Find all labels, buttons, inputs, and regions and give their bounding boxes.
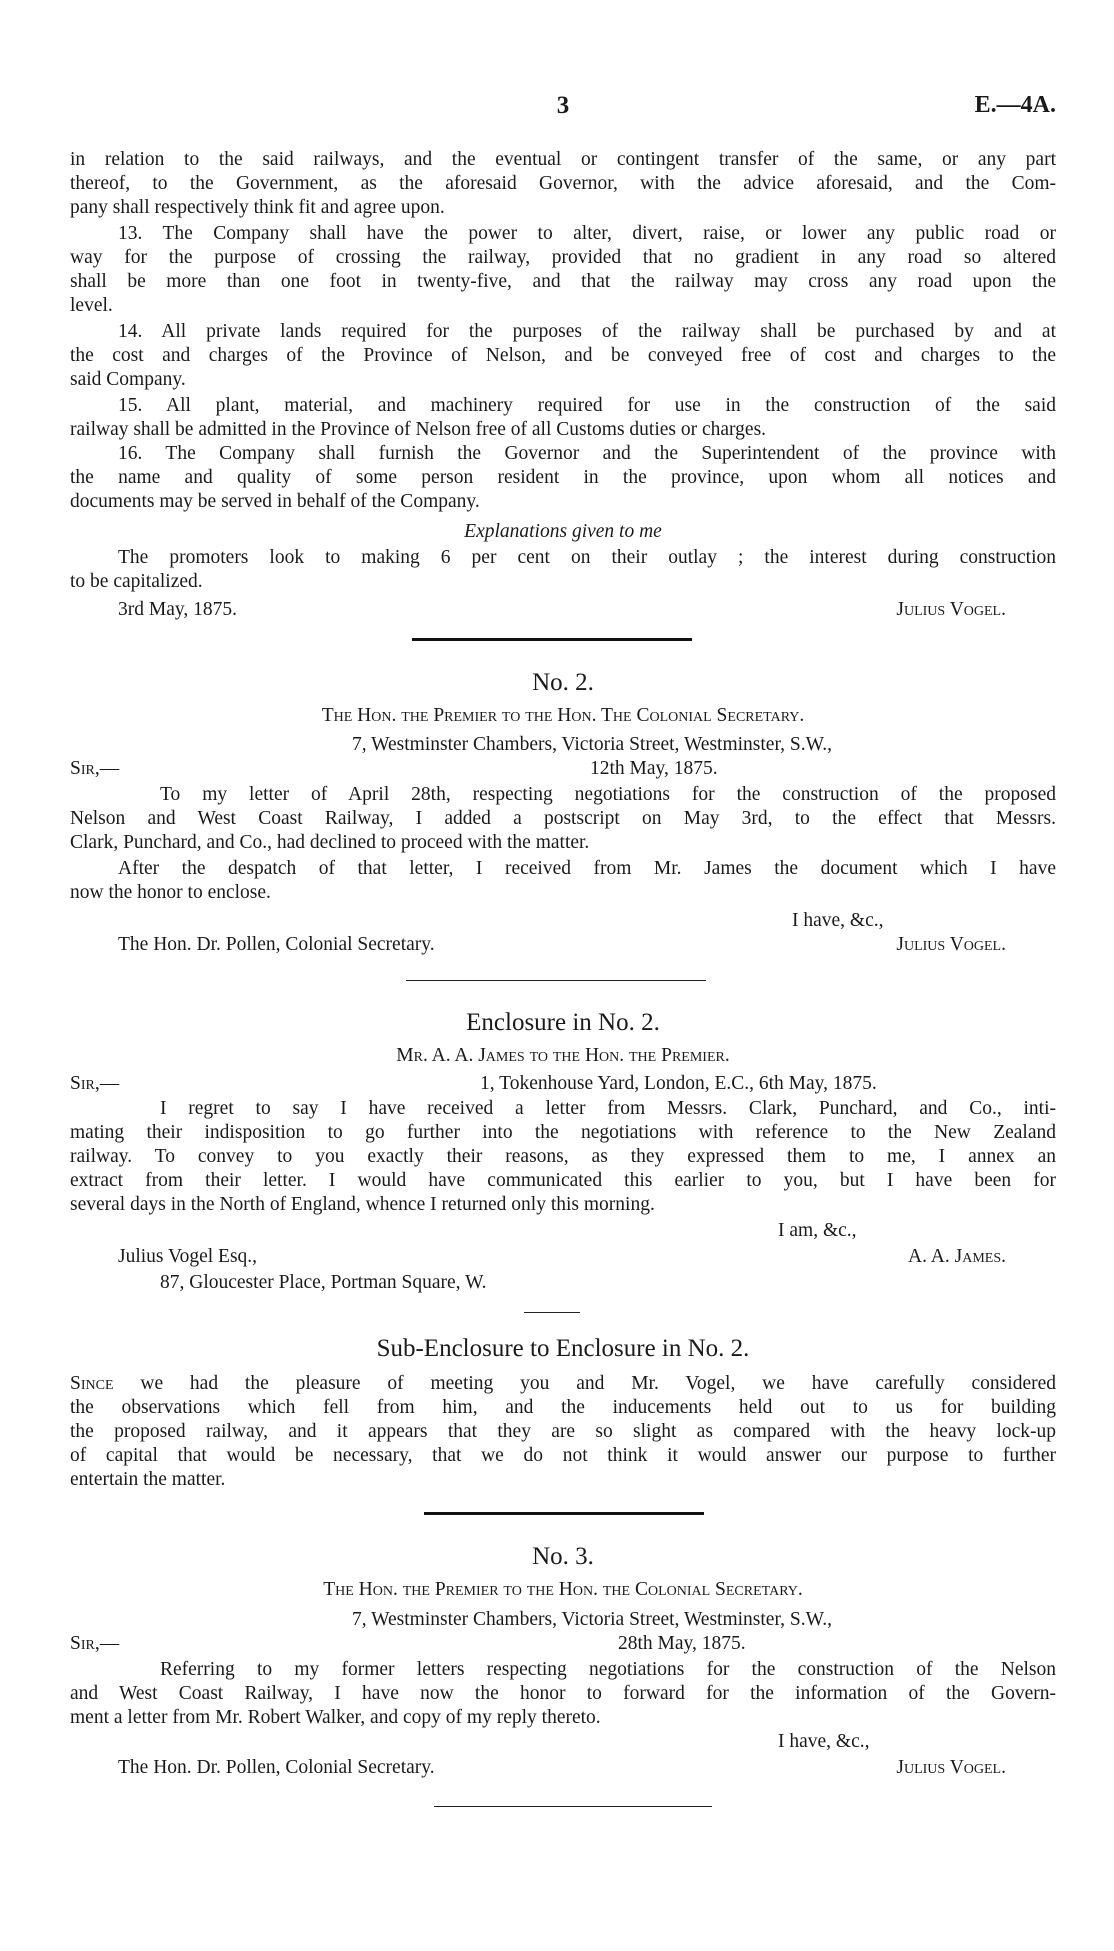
explanation-line: to be capitalized. bbox=[70, 571, 203, 592]
body-line: several days in the North of England, whence I returned only this morning. bbox=[70, 1194, 655, 1215]
body-line: Clark, Punchard, and Co., had declined to proceed with the matter. bbox=[70, 832, 590, 853]
section-divider bbox=[524, 1312, 580, 1313]
body-line: railway. To convey to you exactly their reasons, as they expressed them to me, I annex an bbox=[70, 1146, 1056, 1167]
letter-date: 28th May, 1875. bbox=[618, 1633, 746, 1654]
letter-heading: Mr. A. A. James to the Hon. the Premier. bbox=[396, 1045, 730, 1066]
body-line: level. bbox=[70, 295, 113, 316]
body-line: and West Coast Railway, I have now the honor to forward for the information of the Govern- bbox=[70, 1683, 1056, 1704]
salutation: Sir,— bbox=[70, 1073, 120, 1094]
section-divider bbox=[424, 1512, 704, 1515]
section-divider bbox=[412, 638, 692, 641]
body-line: the name and quality of some person resident in the province, upon whom all notices and bbox=[70, 467, 1056, 488]
body-line: the cost and charges of the Province of Nelson, and be conveyed free of cost and charges to the bbox=[70, 345, 1056, 366]
body-line: mating their indisposition to go further into the negotiations with reference to the New Zealand bbox=[70, 1122, 1056, 1143]
body-line: way for the purpose of crossing the railway, provided that no gradient in any road so altered bbox=[70, 247, 1056, 268]
body-line: entertain the matter. bbox=[70, 1469, 226, 1490]
signature: Julius Vogel. bbox=[896, 934, 1006, 955]
sender-address: 7, Westminster Chambers, Victoria Street, Westminster, S.W., bbox=[352, 734, 833, 755]
addressee-address: 87, Gloucester Place, Portman Square, W. bbox=[160, 1272, 487, 1293]
clause-15: 15. All plant, material, and machinery required for use in the construction of the said bbox=[118, 395, 1056, 416]
body-line: Referring to my former letters respecting negotiations for the construction of the Nelson bbox=[160, 1659, 1056, 1680]
signature: A. A. James. bbox=[908, 1246, 1006, 1267]
clause-13: 13. The Company shall have the power to alter, divert, raise, or lower any public road or bbox=[118, 223, 1056, 244]
document-page bbox=[70, 0, 1056, 1951]
lead-word: Since bbox=[70, 1373, 114, 1394]
body-line: railway shall be admitted in the Province of Nelson free of all Customs duties or charges. bbox=[70, 419, 767, 440]
addressee: The Hon. Dr. Pollen, Colonial Secretary. bbox=[118, 934, 435, 955]
body-text: we had the pleasure of meeting you and Mr. Vogel, we have carefully considered bbox=[140, 1373, 1056, 1394]
section-title-no2: No. 2. bbox=[532, 669, 594, 696]
page-number: 3 bbox=[556, 92, 570, 119]
sender-address: 7, Westminster Chambers, Victoria Street, Westminster, S.W., bbox=[352, 1609, 833, 1630]
section-title-subenclosure: Sub-Enclosure to Enclosure in No. 2. bbox=[376, 1335, 750, 1362]
addressee: Julius Vogel Esq., bbox=[118, 1246, 258, 1267]
body-line: the observations which fell from him, and the inducements held out to us for building bbox=[70, 1397, 1056, 1418]
clause-16: 16. The Company shall furnish the Governor and the Superintendent of the province with bbox=[118, 443, 1056, 464]
explanation-line: The promoters look to making 6 per cent on their outlay ; the interest during construction bbox=[118, 547, 1056, 568]
body-line bbox=[70, 1372, 1056, 1396]
body-line: of capital that would be necessary, that we do not think it would answer our purpose to further bbox=[70, 1445, 1056, 1466]
signature: Julius Vogel. bbox=[896, 599, 1006, 620]
sender-address: 1, Tokenhouse Yard, London, E.C., 6th May, 1875. bbox=[480, 1073, 877, 1094]
letter-date: 12th May, 1875. bbox=[590, 758, 718, 779]
signature: Julius Vogel. bbox=[896, 1757, 1006, 1778]
section-divider bbox=[406, 980, 706, 981]
addressee: The Hon. Dr. Pollen, Colonial Secretary. bbox=[118, 1757, 435, 1778]
letter-heading: The Hon. the Premier to the Hon. The Colonial Secretary. bbox=[321, 705, 805, 726]
body-line: I regret to say I have received a letter from Messrs. Clark, Punchard, and Co., inti- bbox=[160, 1098, 1056, 1119]
body-line: pany shall respectively think fit and agree upon. bbox=[70, 197, 445, 218]
section-title-no3: No. 3. bbox=[532, 1543, 594, 1570]
letter-closing: I have, &c., bbox=[778, 1731, 870, 1752]
section-title-enclosure: Enclosure in No. 2. bbox=[466, 1009, 660, 1036]
body-line: After the despatch of that letter, I received from Mr. James the document which I have bbox=[118, 858, 1056, 879]
document-reference: E.—4A. bbox=[974, 92, 1056, 118]
salutation: Sir,— bbox=[70, 1633, 120, 1654]
salutation: Sir,— bbox=[70, 758, 120, 779]
body-line: documents may be served in behalf of the Company. bbox=[70, 491, 480, 512]
body-line: now the honor to enclose. bbox=[70, 882, 271, 903]
body-line: the proposed railway, and it appears that they are so slight as compared with the heavy lock-up bbox=[70, 1421, 1056, 1442]
clause-14: 14. All private lands required for the purposes of the railway shall be purchased by and at bbox=[118, 321, 1056, 342]
body-line: Nelson and West Coast Railway, I added a postscript on May 3rd, to the effect that Messrs. bbox=[70, 808, 1056, 829]
letter-heading: The Hon. the Premier to the Hon. the Colonial Secretary. bbox=[323, 1579, 803, 1600]
body-line: To my letter of April 28th, respecting negotiations for the construction of the proposed bbox=[160, 784, 1056, 805]
body-line: extract from their letter. I would have communicated this earlier to you, but I have been for bbox=[70, 1170, 1056, 1191]
body-line: thereof, to the Government, as the aforesaid Governor, with the advice aforesaid, and the Com- bbox=[70, 173, 1056, 194]
letter-closing: I am, &c., bbox=[778, 1220, 857, 1241]
letter-closing: I have, &c., bbox=[792, 910, 884, 931]
section-divider bbox=[434, 1806, 712, 1807]
body-line: said Company. bbox=[70, 369, 186, 390]
explanations-heading: Explanations given to me bbox=[464, 521, 662, 542]
body-line: shall be more than one foot in twenty-five, and that the railway may cross any road upon the bbox=[70, 271, 1056, 292]
letter-date: 3rd May, 1875. bbox=[118, 599, 237, 620]
body-line: ment a letter from Mr. Robert Walker, and copy of my reply thereto. bbox=[70, 1707, 601, 1728]
body-line: in relation to the said railways, and the eventual or contingent transfer of the same, or any part bbox=[70, 149, 1056, 170]
